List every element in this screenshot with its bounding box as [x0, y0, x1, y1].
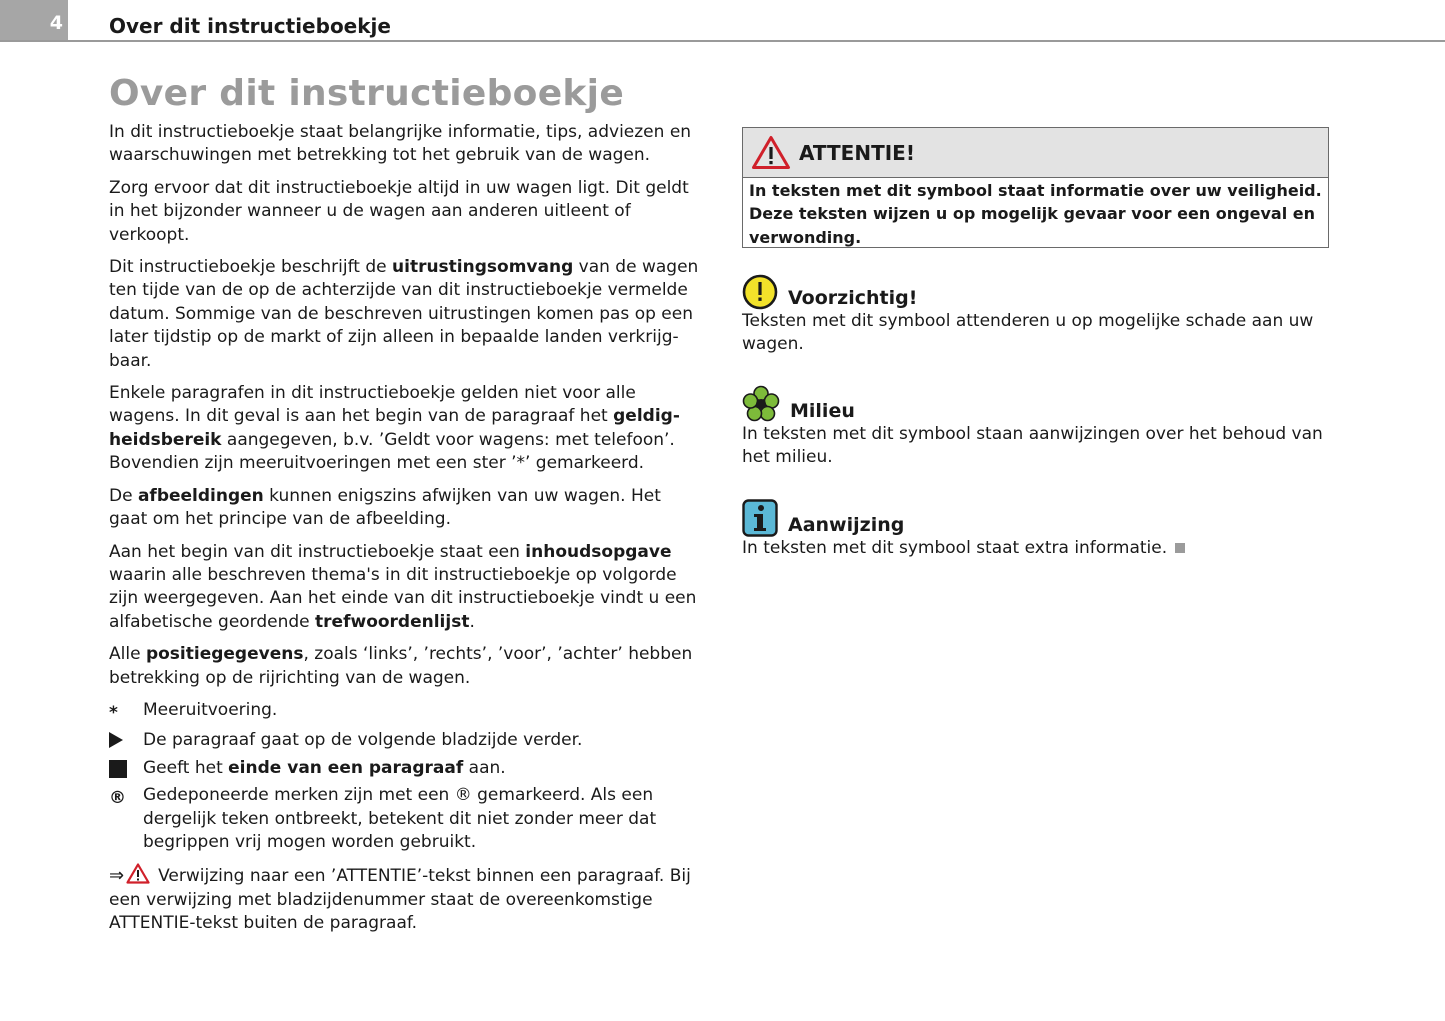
note-header [742, 383, 1332, 423]
paragraph-equipment [109, 256, 699, 373]
info-icon [742, 499, 778, 537]
page-title: Over dit instructieboekje [109, 73, 625, 114]
attentie-box [742, 127, 1329, 248]
warning-triangle-icon [751, 135, 791, 170]
paragraph-images [109, 485, 699, 532]
caution-exclamation-icon [742, 274, 778, 310]
bold-term: uitrustingsomvang [392, 257, 574, 278]
voorzichtig-title: Voorzichtig! [788, 287, 918, 309]
legend-row-continue [109, 729, 699, 752]
text: Geeft het [143, 757, 229, 778]
text: Alle [109, 644, 146, 665]
paragraph-contents [109, 541, 699, 635]
bold-term: positiegegevens [145, 644, 304, 665]
text: Aan het begin van dit instructieboekje staat een [109, 541, 526, 562]
registered-symbol: ® [109, 788, 126, 809]
page-header [0, 0, 1445, 42]
paragraph-intro: In dit instructieboekje staat belangrijke informatie, tips, adviezen en waarschuwingen met betrekking tot het gebruik van de wagen. [109, 122, 692, 166]
text: , zoals ‘links’, ’rechts’, ’voor’, ’achter’ hebben betrekking op de rijrichting van de wagen. [109, 644, 693, 688]
reference-text: Verwijzing naar een ’ATTENTIE’-tekst binnen een paragraaf. Bij een verwijzing met bladzijdenummer staat de overeenkomstige ATTENTIE-tekst buiten de paragraaf. [109, 866, 691, 934]
bold-term: afbeeldingen [137, 485, 264, 506]
reference-note [109, 863, 699, 935]
legend-row-end [109, 757, 699, 780]
text: De [109, 485, 138, 506]
bold-term: inhoudsopgave [525, 541, 672, 562]
paragraph-validity [109, 382, 699, 476]
legend-row-registered [109, 784, 699, 854]
legend-text: Meeruitvoering. [143, 699, 278, 720]
running-title: Over dit instructieboekje [109, 14, 391, 38]
legend-row-star [109, 699, 699, 725]
bold-term: einde van een paragraaf [228, 757, 464, 778]
legend-text: Gedeponeerde merken zijn met een ® gemarkeerd. Als een dergelijk teken ontbreekt, betekent dit niet zonder meer dat begrippen vrij mogen worden gebruikt. [143, 785, 657, 852]
reference-arrow: ⇒ [109, 865, 125, 887]
aanwijzing-title: Aanwijzing [788, 514, 905, 536]
bold-term: trefwoordenlijst [315, 611, 470, 632]
legend-symbol-cell [109, 729, 143, 752]
milieu-body: In teksten met dit symbool staan aanwijzingen over het behoud van het milieu. [742, 424, 1323, 468]
legend-text [143, 757, 699, 780]
play-arrow-icon [109, 732, 123, 748]
milieu-title: Milieu [790, 400, 855, 422]
aanwijzing-note [742, 497, 1332, 560]
note-header [742, 270, 1332, 310]
aanwijzing-text: In teksten met dit symbool staat extra informatie. [742, 538, 1168, 558]
attentie-body: In teksten met dit symbool staat informatie over uw veiligheid. Deze teksten wijzen u op mogelijk gevaar voor een ongeval en verwonding. [749, 181, 1322, 247]
aanwijzing-body [742, 537, 1332, 560]
legend-symbol-cell [109, 757, 143, 780]
paragraph-keep-in-car: Zorg ervoor dat dit instructieboekje altijd in uw wagen ligt. Dit geldt in het bijzonder wanneer u de wagen aan anderen uitleent of verkoopt. [109, 177, 689, 245]
voorzichtig-body: Teksten met dit symbool attenderen u op mogelijke schade aan uw wagen. [742, 311, 1314, 355]
text: Dit instructieboekje beschrijft de [109, 257, 393, 278]
end-square-icon [1175, 543, 1185, 553]
note-header [742, 497, 1332, 537]
text: aangegeven, b.v. ’Geldt voor wagens: met telefoon’. Bovendien zijn meeruitvoeringen met een ster ’*’ gemarkeerd. [109, 429, 675, 474]
text: aan. [463, 757, 506, 778]
star-symbol: * [109, 702, 118, 723]
text: Enkele paragrafen in dit instructieboekje gelden niet voor alle wagens. In dit geval is aan het begin van de paragraaf het [109, 383, 636, 427]
milieu-note [742, 383, 1332, 470]
attentie-header [743, 128, 1328, 178]
left-column [109, 121, 699, 936]
page-number: 4 [0, 0, 68, 40]
warning-triangle-icon [126, 863, 150, 884]
attentie-title: ATTENTIE! [799, 140, 915, 165]
symbol-legend [109, 699, 699, 854]
text: van de wagen ten tijde van de op de achterzijde van dit instructieboekje vermelde datum. Sommige van de beschreven uitrustingen komen pas op een later tijdstip op de markt of zijn alleen in bepaalde landen verkrijg-baar. [109, 257, 699, 371]
text: kunnen enigszins afwijken van uw wagen. Het gaat om het principe van de afbeelding. [109, 485, 661, 530]
bold-term: geldig-heidsbereik [109, 406, 680, 450]
voorzichtig-note [742, 270, 1332, 357]
environment-flower-icon [742, 385, 780, 423]
end-square-icon [109, 760, 127, 778]
paragraph-positions [109, 643, 699, 690]
text: waarin alle beschreven thema's in dit instructieboekje op volgorde zijn weergegeven. Aan het einde van dit instructieboekje vindt u een alfabetische geordende [109, 564, 697, 632]
text: . [469, 611, 475, 632]
legend-text: De paragraaf gaat op de volgende bladzijde verder. [143, 730, 583, 751]
